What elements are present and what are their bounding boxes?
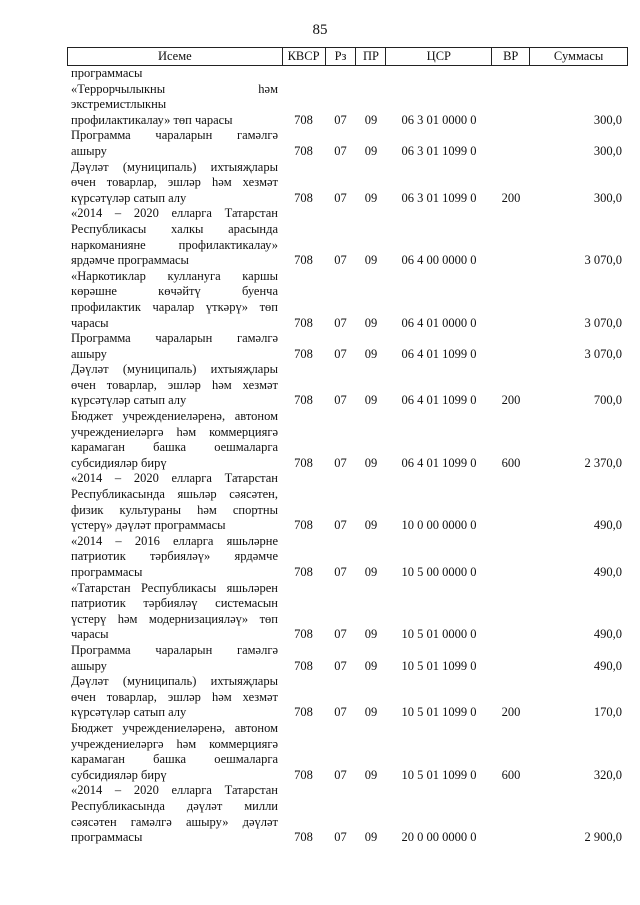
- cell-pr: 09: [364, 112, 378, 127]
- name-line: карамаган башка оешмаларга: [71, 752, 278, 767]
- cell-name: [67, 409, 282, 471]
- table-row: [67, 66, 628, 82]
- name-line: субсидияләр бирү: [71, 767, 167, 782]
- page-number: 85: [312, 22, 328, 38]
- name-line: «2014 – 2020 елларга Татарстан: [71, 783, 278, 798]
- cell-csr: 06 4 01 0000 0: [401, 315, 477, 330]
- name-line: Дәүләт (муниципаль) ихтыяҗлары: [71, 362, 278, 377]
- name-line: Дәүләт (муниципаль) ихтыяҗлары: [71, 159, 278, 174]
- name-line: «2014 – 2020 елларга Татарстан: [71, 471, 278, 486]
- cell-rz: 07: [334, 143, 347, 158]
- name-line: күрсәтүләр сатып алу: [71, 705, 187, 720]
- cell-sum: 3 070,0: [584, 346, 622, 361]
- cell-sum: 300,0: [593, 190, 622, 205]
- cell-kvsr: 708: [294, 705, 313, 720]
- cell-csr: 06 4 01 1099 0: [401, 393, 477, 408]
- name-line: программасы: [71, 830, 143, 845]
- cell-sum: 490,0: [593, 518, 622, 533]
- table-row: [67, 471, 628, 533]
- cell-name: [67, 643, 282, 674]
- cell-pr: 09: [364, 253, 378, 268]
- cell-rz: 07: [334, 190, 347, 205]
- name-line: карамаган башка оешмаларга: [71, 440, 278, 455]
- cell-vr: 200: [501, 190, 521, 205]
- cell-kvsr: 708: [294, 830, 313, 845]
- cell-kvsr: 708: [294, 565, 313, 579]
- cell-rz: 07: [334, 346, 347, 361]
- cell-kvsr: 708: [294, 346, 313, 361]
- cell-csr: 06 4 00 0000 0: [401, 253, 477, 268]
- cell-name: [67, 534, 282, 581]
- cell-rz: 07: [334, 627, 347, 642]
- name-line: патриотик тәрбияләү системасын: [71, 596, 278, 611]
- cell-csr: 06 3 01 1099 0: [401, 190, 477, 205]
- cell-name: [67, 674, 282, 721]
- table-row: [67, 409, 628, 471]
- cell-pr: 09: [364, 143, 378, 158]
- cell-csr: 10 5 01 1099 0: [401, 705, 477, 720]
- cell-kvsr: 708: [294, 315, 313, 330]
- name-line: ашыру: [71, 346, 107, 361]
- name-line: Программа чараларын гамәлгә: [71, 128, 278, 143]
- cell-csr: 06 3 01 0000 0: [401, 112, 477, 127]
- cell-kvsr: 708: [294, 627, 313, 642]
- cell-kvsr: 708: [294, 112, 313, 127]
- cell-vr: 200: [501, 705, 521, 720]
- name-line: «2014 – 2016 елларга яшьләрне: [71, 533, 278, 548]
- table-row: [67, 331, 628, 362]
- cell-vr: [492, 253, 530, 269]
- name-line: күрсәтүләр сатып алу: [71, 393, 187, 408]
- header-vr: ВР: [492, 48, 530, 65]
- cell-pr: 09: [364, 346, 378, 361]
- cell-sum: 490,0: [593, 565, 622, 579]
- cell-pr: 09: [364, 627, 378, 642]
- cell-pr: 09: [364, 393, 378, 408]
- cell-csr: 10 5 01 1099 0: [401, 767, 477, 782]
- cell-kvsr: 708: [294, 143, 313, 158]
- cell-vr: [492, 316, 530, 332]
- cell-vr: 600: [501, 455, 521, 470]
- cell-vr: [492, 113, 530, 129]
- cell-vr: [492, 830, 530, 846]
- cell-name: [67, 471, 282, 533]
- header-kvsr: КВСР: [283, 48, 326, 65]
- cell-vr: [492, 627, 530, 643]
- cell-name: [67, 160, 282, 207]
- cell-kvsr: 708: [294, 393, 313, 408]
- cell-sum: 3 070,0: [584, 253, 622, 268]
- cell-name: [67, 128, 282, 159]
- cell-rz: 07: [334, 767, 347, 782]
- cell-csr: 10 5 01 1099 0: [401, 658, 477, 673]
- name-line: Дәүләт (муниципаль) ихтыяҗлары: [71, 674, 278, 689]
- name-line: учреждениеләргә hәм коммерциягә: [71, 736, 278, 751]
- name-line: Бюджет учреждениеләренә, автоном: [71, 409, 278, 424]
- cell-sum: 170,0: [593, 705, 622, 720]
- name-line: ярдәмче программасы: [71, 253, 189, 268]
- name-line: Бюджет учреждениеләренә, автоном: [71, 720, 278, 735]
- cell-vr: [492, 144, 530, 160]
- table-row: [67, 82, 628, 129]
- table-row: [67, 643, 628, 674]
- table-row: [67, 160, 628, 207]
- name-line: программасы: [71, 66, 143, 80]
- cell-rz: 07: [334, 455, 347, 470]
- table-body: [67, 66, 628, 846]
- cell-kvsr: [282, 66, 325, 82]
- cell-sum: 490,0: [593, 627, 622, 642]
- cell-pr: 09: [364, 190, 378, 205]
- cell-csr: 10 5 01 0000 0: [401, 627, 477, 642]
- cell-sum: 490,0: [593, 658, 622, 673]
- cell-name: [67, 206, 282, 268]
- name-line: үстерү» дәүләт программасы: [71, 518, 226, 533]
- cell-rz: 07: [334, 705, 347, 720]
- cell-rz: [325, 66, 356, 82]
- cell-kvsr: 708: [294, 455, 313, 470]
- cell-pr: 09: [364, 705, 378, 720]
- name-line: «Татарстан Республикасы яшьләрен: [71, 580, 278, 595]
- cell-name: [67, 362, 282, 409]
- name-line: сәясәтен гамәлгә ашыру» дәүләт: [71, 814, 278, 829]
- table-row: [67, 362, 628, 409]
- cell-csr: 06 4 01 1099 0: [401, 346, 477, 361]
- name-line: Республикасында дәүләт милли: [71, 798, 278, 813]
- cell-sum: 3 070,0: [584, 315, 622, 330]
- cell-rz: 07: [334, 565, 347, 579]
- cell-name: [67, 269, 282, 331]
- cell-pr: 09: [364, 315, 378, 330]
- name-line: ашыру: [71, 143, 107, 158]
- name-line: күрсәтүләр сатып алу: [71, 190, 187, 205]
- cell-name: [67, 331, 282, 362]
- cell-sum: 300,0: [593, 112, 622, 127]
- cell-csr: 10 5 00 0000 0: [401, 565, 477, 579]
- cell-rz: 07: [334, 518, 347, 533]
- name-line: наркоманияне профилактикалау»: [71, 237, 278, 252]
- cell-pr: 09: [364, 767, 378, 782]
- name-line: субсидияләр бирү: [71, 455, 167, 470]
- cell-kvsr: 708: [294, 767, 313, 782]
- name-line: Программа чараларын гамәлгә: [71, 642, 278, 657]
- cell-csr: 06 3 01 1099 0: [401, 143, 477, 158]
- cell-kvsr: 708: [294, 190, 313, 205]
- cell-csr: [386, 66, 492, 82]
- cell-rz: 07: [334, 112, 347, 127]
- name-line: «2014 – 2020 елларга Татарстан: [71, 206, 278, 221]
- table-header: [67, 47, 628, 66]
- name-line: «Террорчылыкны hәм: [71, 81, 278, 96]
- cell-kvsr: 708: [294, 253, 313, 268]
- name-line: патриотик тәрбияләү» ярдәмче: [71, 549, 278, 564]
- cell-csr: 20 0 00 0000 0: [401, 830, 477, 845]
- table-row: [67, 206, 628, 268]
- name-line: Программа чараларын гамәлгә: [71, 331, 278, 346]
- name-line: ашыру: [71, 658, 107, 673]
- cell-csr: 10 0 00 0000 0: [401, 518, 477, 533]
- table-row: [67, 674, 628, 721]
- cell-pr: 09: [364, 518, 378, 533]
- cell-vr: 600: [501, 767, 521, 782]
- cell-vr: 200: [501, 393, 521, 408]
- cell-sum: 300,0: [593, 143, 622, 158]
- name-line: профилактикалау» төп чарасы: [71, 112, 233, 127]
- cell-vr: [492, 66, 530, 82]
- cell-rz: 07: [334, 315, 347, 330]
- header-sum: Суммасы: [530, 48, 628, 65]
- cell-sum: 2 370,0: [584, 455, 622, 470]
- cell-pr: [356, 66, 386, 82]
- cell-kvsr: 708: [294, 518, 313, 533]
- cell-rz: 07: [334, 830, 347, 845]
- name-line: программасы: [71, 565, 143, 579]
- cell-vr: [492, 347, 530, 363]
- name-line: үстерү hәм модернизацияләү» төп: [71, 611, 278, 626]
- table-row: [67, 128, 628, 159]
- table-row: [67, 581, 628, 643]
- name-line: чарасы: [71, 627, 109, 642]
- name-line: учреждениеләргә hәм коммерциягә: [71, 424, 278, 439]
- cell-name: [67, 66, 282, 82]
- cell-rz: 07: [334, 658, 347, 673]
- cell-name: [67, 721, 282, 783]
- cell-vr: [492, 659, 530, 675]
- cell-pr: 09: [364, 565, 378, 579]
- cell-sum: [530, 66, 628, 82]
- name-line: өчен товарлар, эшләр hәм хезмәт: [71, 175, 278, 190]
- name-line: физик культураны hәм спортны: [71, 502, 278, 517]
- cell-name: [67, 581, 282, 643]
- name-line: өчен товарлар, эшләр hәм хезмәт: [71, 689, 278, 704]
- name-line: өчен товарлар, эшләр hәм хезмәт: [71, 377, 278, 392]
- name-line: «Наркотиклар куллануга каршы: [71, 268, 278, 283]
- cell-csr: 06 4 01 1099 0: [401, 455, 477, 470]
- cell-pr: 09: [364, 455, 378, 470]
- cell-name: [67, 783, 282, 845]
- cell-kvsr: 708: [294, 658, 313, 673]
- name-line: экстремистлыкны: [71, 97, 167, 112]
- cell-rz: 07: [334, 253, 347, 268]
- table-row: [67, 721, 628, 783]
- name-line: Республикасында яшьләр сәясәтен,: [71, 487, 278, 502]
- table-row: [67, 783, 628, 845]
- name-line: көрәшне көчәйтү буенча: [71, 284, 278, 299]
- header-name: Исеме: [68, 48, 283, 65]
- name-line: Республикасы халкы арасында: [71, 221, 278, 236]
- cell-name: [67, 82, 282, 129]
- cell-rz: 07: [334, 393, 347, 408]
- table-row: [67, 534, 628, 581]
- cell-pr: 09: [364, 658, 378, 673]
- cell-vr: [492, 518, 530, 534]
- cell-vr: [492, 565, 530, 581]
- budget-table: [67, 47, 628, 846]
- cell-sum: 320,0: [593, 767, 622, 782]
- cell-sum: 700,0: [593, 393, 622, 408]
- header-csr: ЦСР: [386, 48, 492, 65]
- cell-sum: 2 900,0: [584, 830, 622, 845]
- name-line: чарасы: [71, 315, 109, 330]
- header-pr: ПР: [356, 48, 386, 65]
- header-rz: Рз: [326, 48, 357, 65]
- name-line: профилактик чаралар үткәрү» төп: [71, 299, 278, 314]
- cell-pr: 09: [364, 830, 378, 845]
- table-row: [67, 269, 628, 331]
